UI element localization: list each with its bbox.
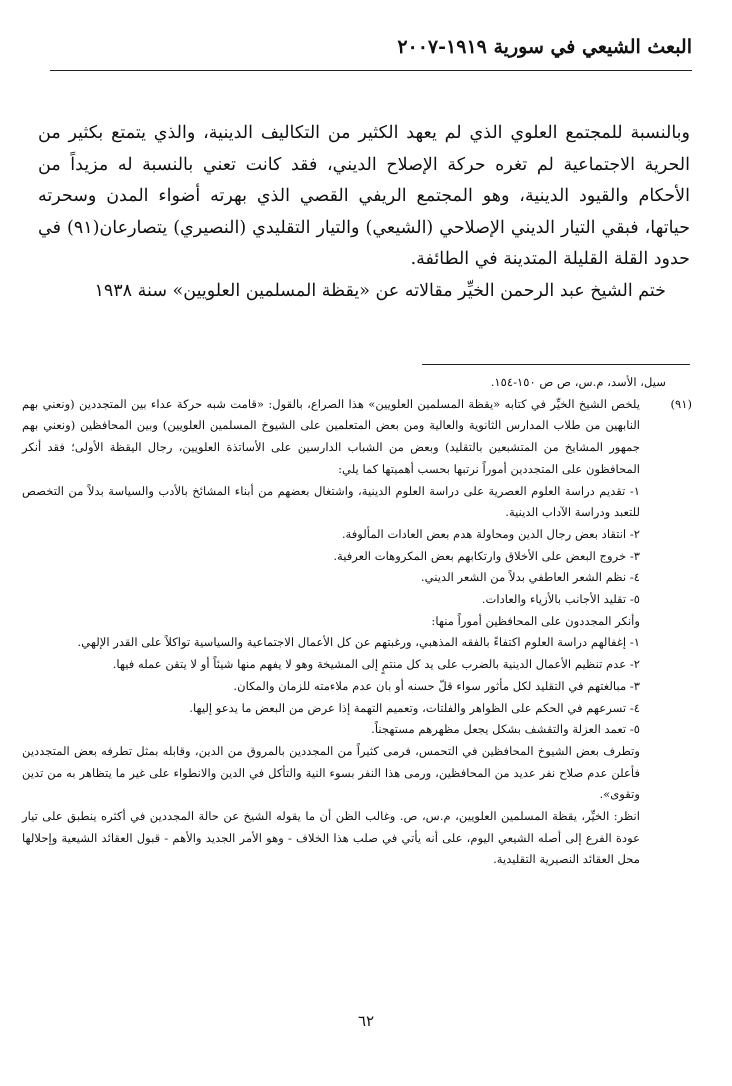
footnote-line: ٥- تعمد العزلة والتقشف بشكل يجعل مظهرهم مستهجناً. xyxy=(371,722,640,737)
footnote-line: ١- تقديم دراسة العلوم العصرية على دراسة العلوم الدينية، واشتغال بعضهم من أبناء المشائخ بالأدب والسياسة بدلاً من التخصص للتعبد ودراسة الآداب الدينية. xyxy=(22,483,640,520)
page-number: ٦٢ xyxy=(357,1012,375,1030)
footnote-line: ١- إغفالهم دراسة العلوم اكتفاءً بالفقه المذهبي، ورغبتهم عن كل الأعمال الاجتماعية والسياسية تواكلاً على القدر الإلهي. xyxy=(77,635,640,650)
footnote-line: وتطرف بعض الشيوخ المحافظين في التحمس، فرمى كثيراً من المجددين بالمروق من الدين، وقابله بمثل تطرفه بعض المتجددين فأعلن عدم صلاح نفر عديد من المحافظين، ورمى هذا النفر بسوء النية والتأكل في الدين والانطواء على غير ما يتظاهر به من تدين وتقوى». xyxy=(22,743,640,802)
footnote-line: ٤- تسرعهم في الحكم على الظواهر والفلتات، وتعميم التهمة إذا عرض من البعض ما يدعو إليها. xyxy=(189,700,640,715)
running-head-title: البعث الشيعي في سورية ١٩١٩-٢٠٠٧ xyxy=(397,36,692,58)
footnote-line: وأنكر المجددون على المحافظين أموراً منها: xyxy=(431,613,640,628)
footnote-line: يلخص الشيخ الخيِّر في كتابه «يقظة المسلمين العلويين» هذا الصراع، بالقول: «قامت شبه حركة عداء بين المتجددين (ونعني بهم النابهين من طلاب المدارس الثانوية والعالية ومن بعض المتعلمين على الشيوخ المسلمين العلويين) وبين المحافظين (ونعني بهم جمهور المشايخ من المتشبعين بالتقليد) وبعض من الشباب الدارسين على الأساتذة العلويين، رجال اليقظة الأولى؛ فقد أنكر المحافظون على المتجددين أموراً نرتبها بحسب أهميتها كما يلي: xyxy=(22,396,641,476)
footnote-number: (٩١) xyxy=(670,396,692,411)
footnotes-section xyxy=(22,372,692,871)
footnote-continuation: سيل، الأسد، م.س، ص ص ١٥٠-١٥٤. xyxy=(490,375,666,389)
footnote-line: ٥- تقليد الأجانب بالأزياء والعادات. xyxy=(481,592,640,607)
footnote-line: ٣- خروج البعض على الأخلاق وارتكابهم بعض المكروهات العرفية. xyxy=(333,548,640,563)
header-rule xyxy=(50,70,692,71)
main-text xyxy=(38,118,690,307)
body-paragraph: ختم الشيخ عبد الرحمن الخيِّر مقالاته عن «يقظة المسلمين العلويين» سنة ١٩٣٨ xyxy=(94,280,666,301)
footnote-line: ٢- عدم تنظيم الأعمال الدينية بالضرب على يد كل منتمٍ إلى المشيخة وهو لا يفهم منها شيئاً أو لا يتقن عمله فيها. xyxy=(112,657,640,672)
footnote-line: انظر: الخيِّر، يقظة المسلمين العلويين، م.س، ص. وغالب الظن أن ما يقوله الشيخ عن حالة المجددين في أكثره ينطبق على تيار عودة الفرع إلى أصله الشيعي اليوم، على أنه يأتي في صلب هذا الخلاف - وهو الأمر الجديد والأهم - قبول العقائد الشيعية وإحلالها محل العقائد النصيرية التقليدية. xyxy=(22,809,640,867)
footnote-rule xyxy=(422,364,690,365)
footnote-line: ٤- نظم الشعر العاطفي بدلاً من الشعر الديني. xyxy=(420,570,640,585)
footnote-line: ٣- مبالغتهم في التقليد لكل مأثور سواء قلّ حسنه أو بان عدم ملاءمته للزمان والمكان. xyxy=(233,678,640,693)
body-paragraph: وبالنسبة للمجتمع العلوي الذي لم يعهد الكثير من التكاليف الدينية، والذي يتمتع بكثير من الحرية الاجتماعية لم تغره حركة الإصلاح الديني، فقد كانت تعني بالنسبة له مزيداً من الأحكام والقيود الدينية، وهو المجتمع الريفي القصي الذي بهرته أضواء المدن وسحرته حياتها، فبقي التيار الديني الإصلاحي (الشيعي) والتيار التقليدي (النصيري) يتصارعان(٩١) في حدود القلة القليلة المتدينة في الطائفة. xyxy=(38,123,691,269)
footnote-line: ٢- انتقاد بعض رجال الدين ومحاولة هدم بعض العادات المألوفة. xyxy=(341,526,640,541)
footnote-91 xyxy=(22,394,692,871)
